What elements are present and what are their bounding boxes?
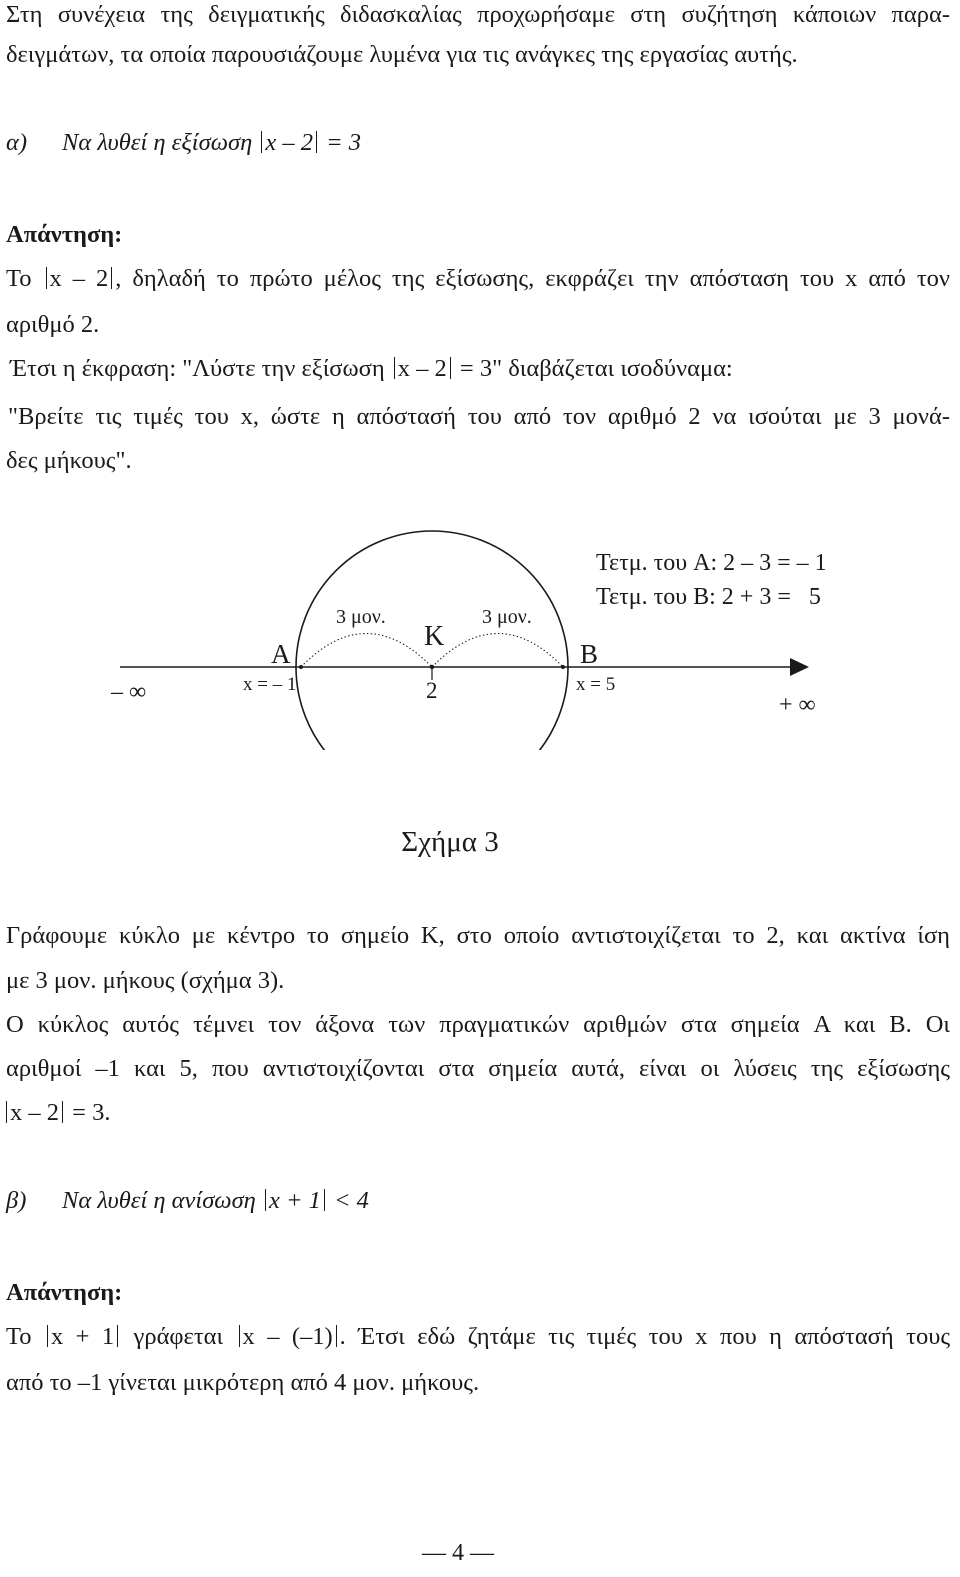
point-b-dot	[561, 665, 565, 669]
answer-a-heading: Απάντηση:	[6, 221, 123, 248]
coord-a-label: Τετμ. του A: 2 – 3 = – 1	[596, 550, 827, 576]
problem-a-label: α)	[6, 129, 28, 156]
problem-a-rhs: = 3	[326, 129, 362, 156]
arc-right	[432, 634, 563, 668]
figure-number-line-circle	[0, 520, 960, 750]
abs-bar	[324, 1189, 325, 1211]
problem-b-label: β)	[6, 1187, 27, 1214]
abs-bar	[450, 357, 451, 379]
point-b-label: B	[580, 639, 599, 669]
answer-a-p1-line2: αριθμό 2.	[6, 311, 100, 338]
point-a-label: A	[271, 639, 291, 669]
answer-a-p2-after: = 3" διαβάζεται ισοδύναμα:	[459, 355, 733, 382]
explanation-abs: x – 2	[10, 1099, 59, 1126]
problem-b-text: Να λυθεί η ανίσωση	[62, 1187, 256, 1214]
explanation-line-5	[6, 1098, 110, 1128]
answer-a-p2	[10, 354, 733, 384]
abs-bar	[239, 1325, 240, 1347]
intro-line-1: Στη συνέχεια της δειγματικής διδασκαλίας προχωρήσαμε στη συζήτηση κάποιων παρα-	[6, 1, 950, 28]
answer-a-p3-line2: δες μήκους".	[6, 447, 132, 474]
problem-b-abs: x + 1	[268, 1187, 321, 1214]
answer-a-p1-rest: , δηλαδή το πρώτο μέλος της εξίσωσης, εκφράζει την απόσταση του x από τον	[115, 265, 951, 292]
problem-b	[6, 1186, 369, 1216]
answer-b-to: Το	[6, 1323, 32, 1350]
center-value-label: 2	[426, 678, 438, 703]
answer-a-p1-to: Το	[6, 265, 32, 292]
abs-bar	[111, 267, 112, 289]
answer-b-line-1	[6, 1322, 950, 1352]
problem-b-rhs: < 4	[334, 1187, 369, 1214]
problem-a	[6, 128, 361, 158]
abs-bar	[261, 131, 262, 153]
abs-bar	[316, 131, 317, 153]
answer-a-p2-abs: x – 2	[397, 355, 447, 382]
problem-a-text: Να λυθεί η εξίσωση	[62, 129, 253, 156]
answer-b-abs-1: x + 1	[50, 1323, 115, 1350]
intro-line-2: δειγμάτων, τα οποία παρουσιάζουμε λυμένα για τις ανάγκες της εργασίας αυτής.	[6, 41, 798, 68]
abs-bar	[394, 357, 395, 379]
answer-b-rest: . Έτσι εδώ ζητάμε τις τιμές του x που η απόστασή τους	[339, 1323, 951, 1350]
answer-b-abs-2: x – (–1)	[242, 1323, 333, 1350]
answer-b-written: γράφεται	[133, 1323, 224, 1350]
explanation-line-2: με 3 μον. μήκους (σχήμα 3).	[6, 967, 285, 994]
abs-bar	[62, 1101, 63, 1123]
arc-left	[301, 634, 432, 668]
page-number: — 4 —	[422, 1540, 494, 1566]
abs-bar	[6, 1101, 7, 1123]
minus-infinity-label: – ∞	[111, 679, 147, 705]
answer-a-p1-abs: x – 2	[49, 265, 109, 292]
answer-b-heading: Απάντηση:	[6, 1279, 123, 1306]
axis-arrow-icon	[790, 658, 809, 676]
abs-bar	[336, 1325, 337, 1347]
abs-bar	[47, 1325, 48, 1347]
answer-a-p2-before: Έτσι η έκφραση: "Λύστε την εξίσωση	[10, 355, 385, 382]
figure-caption: Σχήμα 3	[401, 826, 499, 858]
xa-label: x = – 1	[243, 674, 297, 695]
answer-a-p3-line1: "Βρείτε τις τιμές του x, ώστε η απόστασή του από τον αριθμό 2 να ισούται με 3 μονά-	[8, 403, 950, 430]
abs-bar	[117, 1325, 118, 1347]
answer-b-line-2: από το –1 γίνεται μικρότερη από 4 μον. μήκους.	[6, 1369, 480, 1396]
arc-left-label: 3 μον.	[336, 606, 386, 628]
coord-b-label: Τετμ. του B: 2 + 3 = 5	[596, 584, 821, 610]
point-a-dot	[299, 665, 303, 669]
xb-label: x = 5	[576, 674, 616, 695]
center-k-label: K	[424, 621, 445, 652]
plus-infinity-label: + ∞	[779, 692, 816, 718]
explanation-line-3: Ο κύκλος αυτός τέμνει τον άξονα των πραγματικών αριθμών στα σημεία A και B. Οι	[6, 1011, 950, 1038]
answer-a-p1	[6, 264, 950, 294]
abs-bar	[46, 267, 47, 289]
explanation-line-1: Γράφουμε κύκλο με κέντρο το σημείο K, στο οποίο αντιστοιχίζεται το 2, και ακτίνα ίση	[6, 922, 950, 949]
problem-a-abs: x – 2	[265, 129, 313, 156]
explanation-line-4: αριθμοί –1 και 5, που αντιστοιχίζονται στα σημεία αυτά, είναι οι λύσεις της εξίσωσης	[6, 1055, 950, 1082]
explanation-rhs: = 3.	[72, 1099, 111, 1126]
abs-bar	[265, 1189, 266, 1211]
arc-right-label: 3 μον.	[482, 606, 532, 628]
